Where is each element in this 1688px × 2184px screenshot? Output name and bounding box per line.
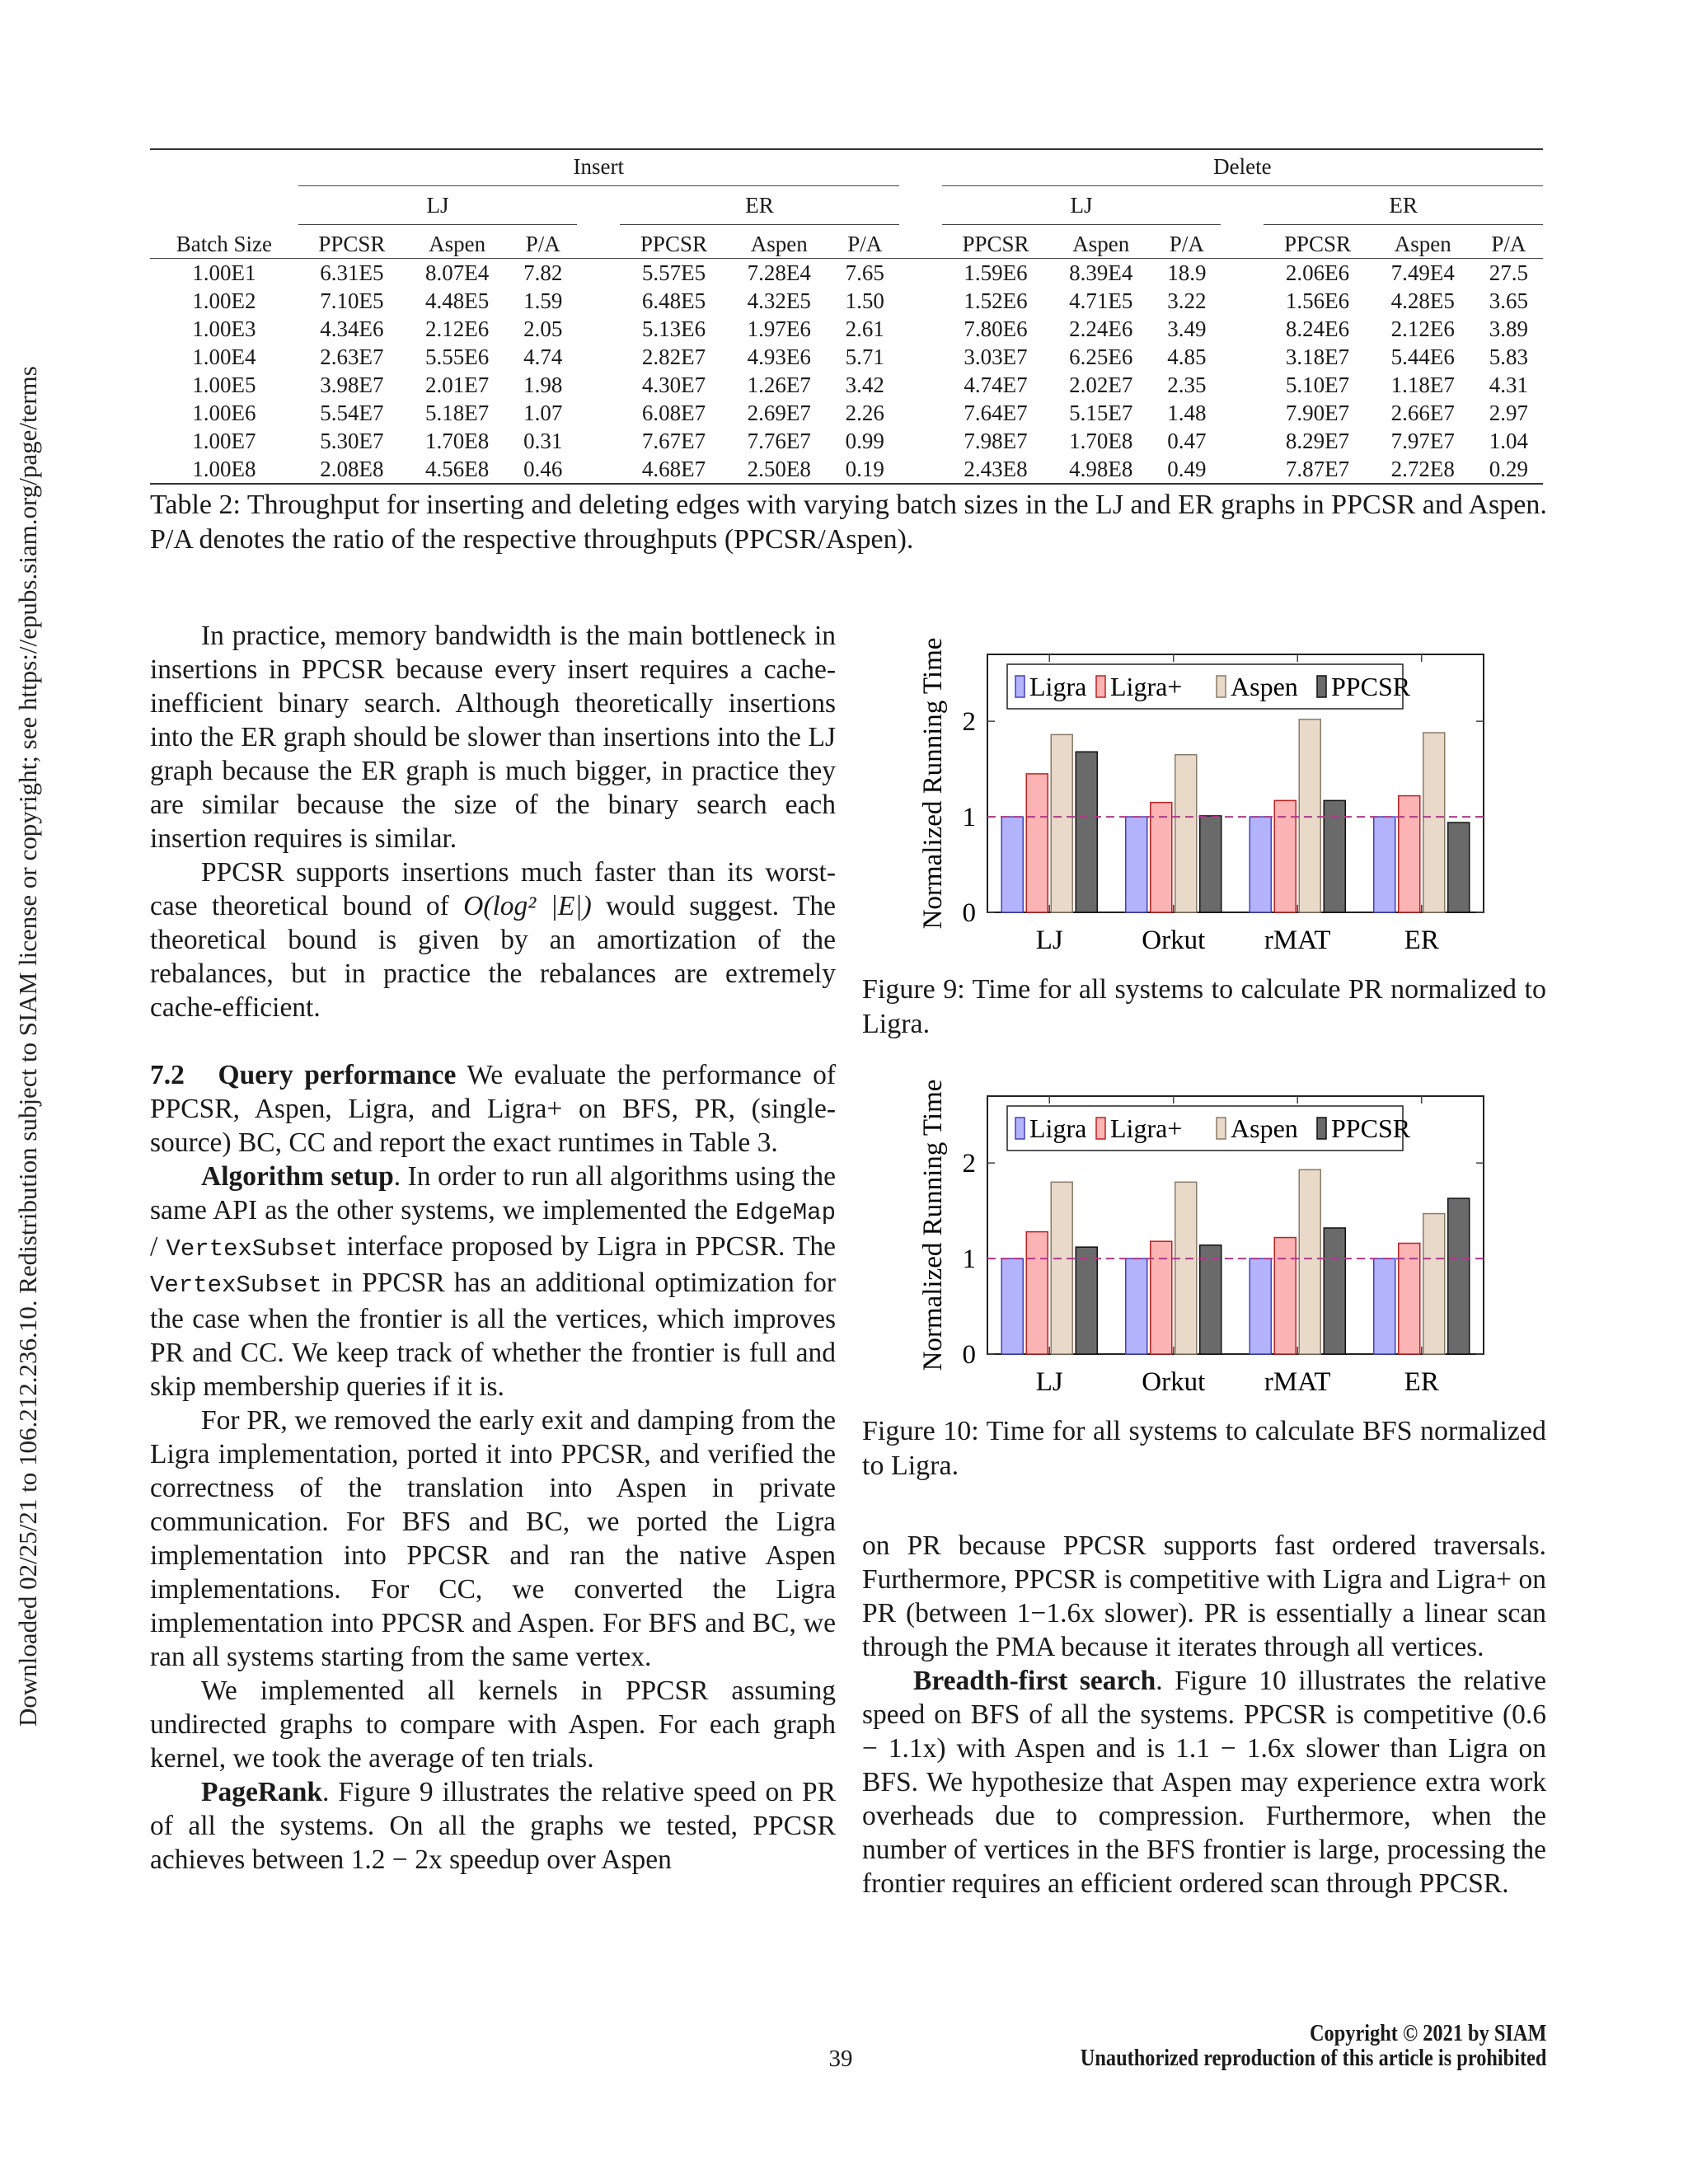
graph-header: LJ: [298, 186, 578, 225]
figure-10-caption: Figure 10: Time for all systems to calculate BFS normalized to Ligra.: [862, 1416, 1546, 1481]
batch-size-cell: 1.00E5: [192, 373, 256, 397]
x-tick-label: ER: [1404, 1367, 1439, 1397]
column-header: PPCSR: [962, 232, 1029, 256]
table-cell: 2.05: [523, 316, 563, 341]
column-header: PPCSR: [318, 232, 386, 256]
bar-ppcsr: [1076, 1247, 1097, 1354]
y-tick-label: 2: [962, 1149, 976, 1179]
bar-ligra-plus: [1399, 796, 1420, 912]
bar-ligra-plus: [1151, 803, 1172, 912]
bar-aspen: [1299, 719, 1320, 912]
bar-ppcsr: [1200, 816, 1221, 912]
table-cell: 2.66E7: [1390, 401, 1455, 425]
table-cell: 7.76E7: [747, 429, 811, 453]
download-notice: Downloaded 02/25/21 to 106.212.236.10. Redistribution subject to SIAM license or copyright; see https://epubs.siam.org/page/terms: [13, 366, 42, 1727]
delete-group-header: Delete: [942, 150, 1543, 186]
bar-ligra: [1374, 817, 1395, 912]
table-cell: 5.10E7: [1285, 373, 1350, 397]
page-number: 39: [828, 2046, 853, 2072]
bar-aspen: [1051, 734, 1072, 912]
table-cell: 7.90E7: [1285, 401, 1350, 425]
legend-label: Ligra+: [1110, 672, 1183, 701]
table-cell: 1.50: [845, 288, 884, 313]
run-in-heading: Algorithm setup: [201, 1161, 394, 1192]
legend-swatch-ppcsr: [1317, 1118, 1326, 1139]
table-cell: 1.59E6: [964, 260, 1028, 285]
table-cell: 4.85: [1167, 344, 1207, 369]
left-column: [150, 619, 836, 1877]
bar-ligra-plus: [1026, 774, 1048, 912]
table-cell: 7.65: [845, 260, 884, 285]
table-cell: 4.74: [523, 344, 563, 369]
table-cell: 4.93E6: [747, 344, 811, 369]
graph-header: ER: [620, 186, 899, 225]
paragraph: PageRank. Figure 9 illustrates the relative speed on PR of all the systems. On all the graphs we tested, PPCSR achieves between 1.2 − 2x speedup over Aspen: [150, 1777, 836, 1875]
copyright-line: Copyright © 2021 by SIAM: [1309, 2020, 1546, 2046]
table-row: [150, 287, 1543, 315]
table-cell: 2.69E7: [747, 401, 811, 425]
table-cell: 7.28E4: [747, 260, 811, 285]
table-cell: 1.52E6: [964, 288, 1028, 313]
paragraph: PPCSR supports insertions much faster than its worst-case theoretical bound of O(log² |E|) would suggest. The theoretical bound is given by an amortization of the rebalances, but in practice the rebalances are extremely cache-efficient.: [150, 857, 836, 1023]
column-header: Aspen: [750, 232, 808, 256]
table-row: [150, 315, 1543, 343]
insert-group-header: Insert: [298, 150, 899, 186]
paragraph: In practice, memory bandwidth is the main bottleneck in insertions in PPCSR because every insert requires a cache-inefficient binary search. Although theoretically insertions into the ER graph should be slower than insertions into the LJ graph because the ER graph is much bigger, in practice they are similar because the size of the binary search each insertion requires is similar.: [150, 621, 836, 854]
table-cell: 5.83: [1489, 344, 1529, 369]
table-cell: 1.26E7: [747, 373, 811, 397]
table-cell: 5.15E7: [1069, 401, 1133, 425]
section-number: 7.2: [150, 1060, 185, 1090]
table-cell: 2.82E7: [641, 344, 706, 369]
table-cell: 7.64E7: [964, 401, 1028, 425]
run-in-heading: PageRank: [201, 1777, 323, 1807]
bar-ligra-plus: [1026, 1232, 1048, 1354]
legend-label: PPCSR: [1331, 1113, 1411, 1143]
table-cell: 4.71E5: [1069, 288, 1133, 313]
table-cell: 0.19: [845, 457, 884, 481]
table-cell: 2.63E7: [320, 344, 384, 369]
table-cell: 1.59: [523, 288, 563, 313]
column-header: PPCSR: [640, 232, 707, 256]
batch-size-cell: 1.00E2: [192, 288, 256, 313]
table-cell: 3.18E7: [1285, 344, 1350, 369]
y-axis-label: Normalized Running Time: [918, 637, 948, 930]
column-header: P/A: [525, 232, 560, 256]
y-tick-label: 0: [962, 898, 976, 928]
table-cell: 3.42: [845, 373, 884, 397]
legend-swatch-aspen: [1217, 676, 1226, 697]
figure-9: [907, 620, 1550, 966]
results-table-container: [150, 148, 1543, 485]
table-cell: 5.57E5: [641, 260, 706, 285]
bar-aspen: [1175, 755, 1197, 912]
figure-10-chart: [907, 1062, 1550, 1408]
table-cell: 6.25E6: [1069, 344, 1133, 369]
table-cell: 8.07E4: [425, 260, 490, 285]
batch-size-cell: 1.00E4: [192, 344, 256, 369]
math-bound: O(log² |E|): [463, 891, 592, 921]
column-header: PPCSR: [1284, 232, 1352, 256]
table-cell: 3.22: [1167, 288, 1207, 313]
table-cell: 3.98E7: [320, 373, 384, 397]
table-cell: 2.12E6: [1390, 316, 1455, 341]
bar-ligra-plus: [1274, 1238, 1296, 1354]
paragraph: Breadth-first search. Figure 10 illustrates the relative speed on BFS of all the systems. PPCSR is competitive (0.6 − 1.1x) with Aspen and is 1.1 − 1.6x slower than Ligra on BFS. We hypothesize that Aspen may experience extra work overheads due to compression. Furthermore, when the number of vertices in the BFS frontier is large, processing the frontier requires an efficient ordered scan through PPCSR.: [862, 1666, 1546, 1899]
table-cell: 7.10E5: [320, 288, 384, 313]
table-cell: 0.29: [1489, 457, 1529, 481]
table-cell: 1.56E6: [1285, 288, 1350, 313]
batch-size-cell: 1.00E3: [192, 316, 256, 341]
table-cell: 4.32E5: [747, 288, 811, 313]
legend-label: PPCSR: [1331, 672, 1411, 701]
bar-ligra: [1126, 1258, 1147, 1354]
table-cell: 4.34E6: [320, 316, 384, 341]
right-column: [862, 1529, 1546, 1900]
graph-header: ER: [1264, 186, 1543, 225]
bar-aspen: [1175, 1182, 1197, 1354]
bar-aspen: [1051, 1182, 1072, 1354]
table-cell: 2.50E8: [747, 457, 811, 481]
column-header: P/A: [847, 232, 883, 256]
table-cell: 8.39E4: [1069, 260, 1133, 285]
legend-label: Ligra: [1029, 1113, 1087, 1143]
bar-ligra: [1250, 817, 1271, 912]
column-header: P/A: [1491, 232, 1526, 256]
table-row: [150, 343, 1543, 371]
y-axis-label: Normalized Running Time: [918, 1079, 948, 1371]
column-header: Aspen: [1394, 232, 1451, 256]
table-cell: 2.26: [845, 401, 884, 425]
section-heading-paragraph: 7.2 Query performance We evaluate the performance of PPCSR, Aspen, Ligra, and Ligra+ on BFS, PR, (single-source) BC, CC and report the exact runtimes in Table 3.: [150, 1060, 836, 1158]
x-tick-label: LJ: [1035, 926, 1063, 955]
legend-swatch-ppcsr: [1317, 676, 1326, 697]
table-cell: 4.74E7: [964, 373, 1028, 397]
bar-ligra: [1126, 817, 1147, 912]
paragraph: For PR, we removed the early exit and damping from the Ligra implementation, ported it into PPCSR, and verified the correctness of the translation into Aspen in private communication. For BFS and BC, we ported the Ligra implementation into PPCSR and ran the native Aspen implementations. For CC, we converted the Ligra implementation into PPCSR and Aspen. For BFS and BC, we ran all systems starting from the same vertex.: [150, 1405, 836, 1672]
table-caption: Table 2: Throughput for inserting and deleting edges with varying batch sizes in the LJ and ER graphs in PPCSR and Aspen. P/A denotes the ratio of the respective throughputs (PPCSR/Aspen).: [150, 490, 1547, 555]
batch-size-cell: 1.00E1: [192, 260, 256, 285]
batch-size-cell: 1.00E8: [192, 457, 256, 481]
table-cell: 6.31E5: [320, 260, 384, 285]
bar-ppcsr: [1448, 823, 1470, 912]
table-cell: 18.9: [1167, 260, 1207, 285]
batch-size-cell: 1.00E6: [192, 401, 256, 425]
batch-size-header: Batch Size: [176, 232, 272, 256]
table-cell: 5.18E7: [425, 401, 490, 425]
table-cell: 2.97: [1489, 401, 1529, 425]
legend-label: Aspen: [1231, 672, 1298, 701]
table-cell: 5.71: [845, 344, 884, 369]
table-cell: 0.49: [1167, 457, 1207, 481]
bar-ligra: [1374, 1258, 1395, 1354]
legend-swatch-ligra-plus: [1096, 676, 1105, 697]
legend-swatch-ligra: [1015, 676, 1025, 697]
y-tick-label: 2: [962, 707, 976, 738]
table-cell: 27.5: [1489, 260, 1529, 285]
table-cell: 4.56E8: [425, 457, 490, 481]
table-row: [150, 455, 1543, 483]
table-cell: 2.01E7: [425, 373, 490, 397]
table-cell: 1.70E8: [1069, 429, 1133, 453]
table-cell: 0.99: [845, 429, 884, 453]
table-cell: 1.97E6: [747, 316, 811, 341]
table-cell: 7.97E7: [1390, 429, 1455, 453]
legend-swatch-ligra-plus: [1096, 1118, 1105, 1139]
table-cell: 4.98E8: [1069, 457, 1133, 481]
table-cell: 1.18E7: [1390, 373, 1455, 397]
legend-label: Ligra: [1029, 672, 1087, 701]
y-tick-label: 0: [962, 1340, 976, 1370]
table-cell: 5.13E6: [641, 316, 706, 341]
bar-ligra: [1001, 817, 1023, 912]
table-cell: 4.31: [1489, 373, 1529, 397]
table-cell: 5.30E7: [320, 429, 384, 453]
table-cell: 1.04: [1489, 429, 1529, 453]
column-header: Aspen: [1072, 232, 1130, 256]
table-cell: 3.89: [1489, 316, 1529, 341]
y-tick-label: 1: [962, 803, 976, 833]
table-cell: 8.29E7: [1285, 429, 1350, 453]
table-row: [150, 399, 1543, 427]
table-cell: 3.49: [1167, 316, 1207, 341]
x-tick-label: Orkut: [1142, 926, 1206, 955]
table-cell: 2.02E7: [1069, 373, 1133, 397]
y-tick-label: 1: [962, 1244, 976, 1275]
figure-10: [907, 1062, 1550, 1408]
table-row: [150, 371, 1543, 399]
paragraph: We implemented all kernels in PPCSR assuming undirected graphs to compare with Aspen. For each graph kernel, we took the average of ten trials.: [150, 1675, 836, 1774]
table-cell: 0.46: [523, 457, 563, 481]
table-row: [150, 427, 1543, 455]
table-cell: 7.98E7: [964, 429, 1028, 453]
table-cell: 1.70E8: [425, 429, 490, 453]
table-cell: 7.87E7: [1285, 457, 1350, 481]
table-cell: 5.55E6: [425, 344, 490, 369]
run-in-heading: Breadth-first search: [913, 1666, 1156, 1696]
bar-ppcsr: [1200, 1245, 1221, 1354]
legend-swatch-aspen: [1217, 1118, 1226, 1139]
table-cell: 7.82: [523, 260, 563, 285]
x-tick-label: ER: [1404, 926, 1439, 955]
graph-header: LJ: [942, 186, 1221, 225]
table-cell: 7.80E6: [964, 316, 1028, 341]
table-cell: 2.72E8: [1390, 457, 1455, 481]
table-cell: 2.24E6: [1069, 316, 1133, 341]
table-cell: 8.24E6: [1285, 316, 1350, 341]
table-cell: 2.08E8: [320, 457, 384, 481]
bar-aspen: [1423, 1214, 1445, 1354]
bar-aspen: [1299, 1169, 1320, 1354]
table-cell: 4.28E5: [1390, 288, 1455, 313]
x-tick-label: Orkut: [1142, 1367, 1206, 1397]
bar-aspen: [1423, 733, 1445, 912]
legend-swatch-ligra: [1015, 1118, 1025, 1139]
table-cell: 1.07: [523, 401, 563, 425]
table-cell: 2.61: [845, 316, 884, 341]
table-cell: 2.43E8: [964, 457, 1028, 481]
bar-ligra: [1250, 1258, 1271, 1354]
paragraph: on PR because PPCSR supports fast ordered traversals. Furthermore, PPCSR is competitive with Ligra and Ligra+ on PR (between 1−1.6x slower). PR is essentially a linear scan through the PMA because it iterates through all vertices.: [862, 1530, 1546, 1662]
x-tick-label: LJ: [1035, 1367, 1063, 1397]
column-header: Aspen: [429, 232, 486, 256]
table-cell: 4.68E7: [641, 457, 706, 481]
table-cell: 3.65: [1489, 288, 1529, 313]
table-cell: 4.30E7: [641, 373, 706, 397]
table-cell: 0.47: [1167, 429, 1207, 453]
copyright-notice: [1080, 2021, 1546, 2070]
bar-ppcsr: [1076, 752, 1097, 912]
table-cell: 2.35: [1167, 373, 1207, 397]
table-cell: 2.12E6: [425, 316, 490, 341]
bar-ligra: [1001, 1258, 1023, 1354]
figure-9-chart: [907, 620, 1550, 966]
batch-size-cell: 1.00E7: [192, 429, 256, 453]
table-cell: 0.31: [523, 429, 563, 453]
table-cell: 4.48E5: [425, 288, 490, 313]
table-cell: 1.98: [523, 373, 563, 397]
bar-ppcsr: [1448, 1198, 1470, 1354]
legend-label: Aspen: [1231, 1113, 1298, 1143]
table-cell: 3.03E7: [964, 344, 1028, 369]
legend-label: Ligra+: [1110, 1113, 1183, 1143]
bar-ppcsr: [1324, 1228, 1345, 1354]
table-cell: 7.49E4: [1390, 260, 1455, 285]
table-cell: 6.48E5: [641, 288, 706, 313]
paragraph: Algorithm setup. In order to run all algorithms using the same API as the other systems, we implemented the EdgeMap / VertexSubset interface proposed by Ligra in PPCSR. The VertexSubset in PPCSR has an additional optimization for the case when the frontier is all the vertices, which improves PR and CC. We keep track of whether the frontier is full and skip membership queries if it is.: [150, 1161, 837, 1402]
x-tick-label: rMAT: [1264, 926, 1331, 955]
section-title: Query performance: [218, 1060, 457, 1090]
figure-9-caption: Figure 9: Time for all systems to calculate PR normalized to Ligra.: [862, 974, 1546, 1039]
table-cell: 5.54E7: [320, 401, 384, 425]
column-header: P/A: [1169, 232, 1204, 256]
throughput-table: [150, 148, 1543, 485]
table-row: [150, 259, 1543, 287]
table-cell: 1.48: [1167, 401, 1207, 425]
table-cell: 2.06E6: [1285, 260, 1350, 285]
bar-ligra-plus: [1399, 1244, 1420, 1354]
reproduction-line: Unauthorized reproduction of this article is prohibited: [1080, 2045, 1546, 2071]
x-tick-label: rMAT: [1264, 1367, 1331, 1397]
table-cell: 5.44E6: [1390, 344, 1455, 369]
table-cell: 6.08E7: [641, 401, 706, 425]
table-cell: 7.67E7: [641, 429, 706, 453]
